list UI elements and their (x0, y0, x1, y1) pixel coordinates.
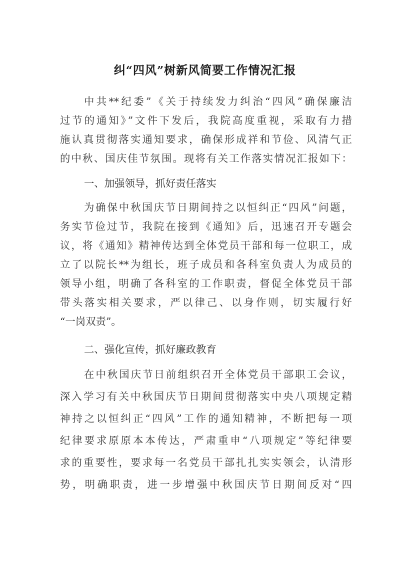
section-heading-1: 一、加强领导，抓好责任落实 (84, 179, 217, 190)
paragraph-line: 为确保中秋国庆节日期间持之以恒纠正“四风”问题， (84, 203, 352, 214)
paragraph-line: 务实节俭过节，我院在接到《通知》后，迅速召开专题会 (60, 222, 352, 233)
paragraph-line: 神持之以恒纠正“四风”工作的通知精神，不断把每一项 (60, 414, 352, 425)
paragraph-line: 带头落实相关要求，严以律己、以身作则，切实履行好 (60, 298, 352, 309)
paragraph-line: 纪律要求原原本本传达，严肃重申“八项规定”等纪律要 (60, 436, 352, 447)
paragraph-line: 领导小组，明确了各科室的工作职责，督促全体党员干部 (60, 279, 352, 290)
document-title: 纠“四风”树新风简要工作情况汇报 (113, 63, 297, 77)
paragraph-line: 深入学习有关中秋国庆节日期间贯彻落实中央八项规定精 (60, 392, 352, 403)
paragraph-line: 立了以院长**为组长，班子成员和各科室负责人为成员的 (60, 260, 352, 271)
paragraph-line: “一岗双责”。 (60, 317, 122, 328)
paragraph-line: 在中秋国庆节日前组织召开全体党员干部职工会议， (84, 370, 352, 381)
paragraph-line: 议，将《通知》精神传达到全体党员干部和每一位职工，成 (60, 241, 352, 252)
paragraph-line: 求的重要性，要求每一名党员干部扎扎实实领会，认清形 (60, 458, 352, 469)
paragraph-line: 过节的通知》”文件下发后，我院高度重视，采取有力措 (60, 116, 352, 127)
paragraph-line: 势，明确职责，进一步增强中秋国庆节日期间反对“四 (60, 480, 352, 491)
paragraph-line: 的中秋、国庆佳节氛围。现将有关工作落实情况汇报如下： (60, 154, 352, 165)
paragraph-line: 中共**纪委”《关于持续发力纠治“四风”确保廉洁 (84, 97, 352, 108)
section-heading-2: 二、强化宣传，抓好廉政教育 (84, 345, 217, 356)
paragraph-line: 施认真贯彻落实通知要求，确保形成祥和节俭、风清气正 (60, 135, 352, 146)
